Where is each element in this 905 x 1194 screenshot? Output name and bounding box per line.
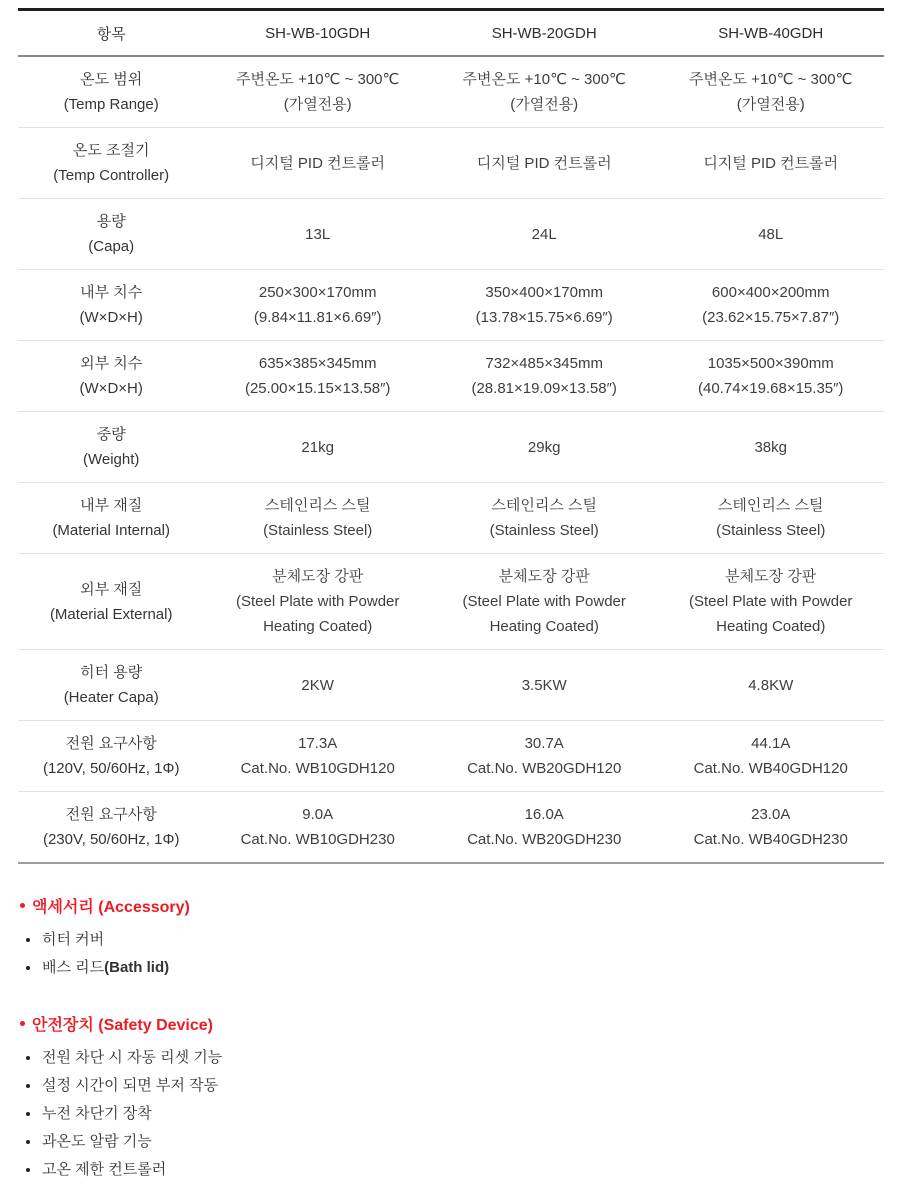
table-row (18, 650, 884, 721)
row-label-line: 외부 치수 (80, 355, 143, 372)
red-bullet-icon (20, 1021, 25, 1026)
spec-cell-line: 분체도장 강판 (498, 568, 590, 585)
table-row (18, 412, 884, 483)
black-bullet-icon (26, 1084, 30, 1088)
spec-cell (204, 554, 431, 650)
row-label (18, 56, 204, 128)
spec-cell-line: (40.74×19.68×15.35″) (698, 380, 844, 397)
section-title (18, 894, 886, 917)
header-row (18, 10, 884, 57)
row-label-line: (120V, 50/60Hz, 1Φ) (42, 760, 180, 777)
spec-cell-line: Cat.No. WB40GDH120 (693, 760, 848, 777)
list-item (18, 1156, 886, 1184)
spec-cell-line: Cat.No. WB40GDH230 (693, 831, 848, 848)
spec-cell-line: (13.78×15.75×6.69″) (475, 309, 613, 326)
spec-cell-line: 38kg (754, 438, 787, 456)
row-label-line: (230V, 50/60Hz, 1Φ) (42, 831, 180, 848)
row-label (18, 792, 204, 864)
column-header-model: SH-WB-40GDH (657, 10, 884, 57)
list-item (18, 1100, 886, 1128)
section-title-text: 안전장치 (Safety Device) (32, 1017, 213, 1034)
row-label-line: (Temp Controller) (53, 167, 170, 184)
black-bullet-icon (26, 1140, 30, 1144)
spec-cell (204, 341, 431, 412)
spec-cell (431, 270, 658, 341)
spec-cell-line: 디지털 PID 컨트롤러 (250, 154, 386, 172)
spec-cell-line: 스테인리스 스틸 (264, 497, 371, 514)
table-row (18, 554, 884, 650)
spec-cell-line: 30.7A (524, 735, 564, 752)
spec-cell-line: 24L (531, 225, 557, 243)
black-bullet-icon (26, 1056, 30, 1060)
info-section (18, 1012, 886, 1184)
section-title (18, 1012, 886, 1035)
spec-cell-line: 16.0A (524, 806, 564, 823)
row-label (18, 554, 204, 650)
spec-cell-line: 250×300×170mm (258, 284, 377, 301)
list-item-text: 고온 제한 컨트롤러 (42, 1161, 167, 1178)
spec-cell-line: 분체도장 강판 (272, 568, 364, 585)
spec-cell (431, 721, 658, 792)
spec-cell (204, 56, 431, 128)
spec-cell (204, 483, 431, 554)
spec-cell-line: (Stainless Steel) (489, 522, 599, 539)
spec-cell-line: 600×400×200mm (711, 284, 830, 301)
spec-cell (431, 650, 658, 721)
spec-cell-line: 스테인리스 스틸 (717, 497, 824, 514)
spec-cell (204, 650, 431, 721)
spec-cell (657, 650, 884, 721)
spec-cell-line: Cat.No. WB20GDH120 (467, 760, 622, 777)
spec-cell-line: 635×385×345mm (258, 355, 377, 372)
spec-cell-line: Heating Coated) (716, 618, 826, 635)
row-label-line: (Heater Capa) (63, 689, 159, 706)
row-label-line: (Temp Range) (63, 96, 159, 113)
spec-cell-line: (Steel Plate with Powder (462, 593, 626, 610)
list-item (18, 926, 886, 954)
row-label-line: (Weight) (83, 451, 140, 468)
row-label (18, 650, 204, 721)
spec-cell (657, 483, 884, 554)
row-label-line: (W×D×H) (79, 380, 143, 397)
row-label (18, 341, 204, 412)
spec-table (18, 8, 884, 864)
spec-cell-line: 48L (758, 225, 784, 243)
spec-cell (657, 792, 884, 864)
row-label (18, 270, 204, 341)
row-label-line: 중량 (96, 426, 126, 443)
spec-cell (204, 270, 431, 341)
list-item-text: 누전 차단기 장착 (42, 1105, 152, 1122)
spec-cell-line: 2KW (301, 676, 334, 694)
list-item-text: 과온도 알람 기능 (42, 1133, 152, 1150)
row-label-line: 전원 요구사항 (65, 735, 157, 752)
info-section (18, 894, 886, 982)
spec-cell-line: 21kg (301, 438, 334, 456)
list-item-text: 배스 리드 (42, 959, 105, 976)
spec-cell (431, 128, 658, 199)
info-sections (18, 894, 886, 1184)
row-label-line: (Material Internal) (52, 522, 170, 539)
spec-cell-line: 4.8KW (748, 676, 794, 694)
table-row (18, 483, 884, 554)
black-bullet-icon (26, 1168, 30, 1172)
spec-cell (657, 56, 884, 128)
spec-cell (657, 199, 884, 270)
list-item-text: 히터 커버 (42, 931, 105, 948)
spec-cell-line: (23.62×15.75×7.87″) (702, 309, 840, 326)
list-item-text: 설정 시간이 되면 부저 작동 (42, 1077, 219, 1094)
spec-cell-line: 732×485×345mm (485, 355, 603, 372)
spec-cell (657, 128, 884, 199)
spec-cell (431, 554, 658, 650)
row-label-line: 온도 범위 (80, 71, 143, 88)
spec-cell-line: (9.84×11.81×6.69″) (253, 309, 382, 326)
spec-cell (657, 721, 884, 792)
row-label-line: (Capa) (88, 238, 135, 255)
spec-cell-line: 44.1A (751, 735, 791, 752)
spec-cell (204, 412, 431, 483)
spec-cell-line: (25.00×15.15×13.58″) (244, 380, 391, 397)
row-label-line: 용량 (96, 213, 126, 230)
spec-cell-line: 스테인리스 스틸 (491, 497, 597, 514)
row-label (18, 483, 204, 554)
spec-cell (204, 792, 431, 864)
black-bullet-icon (26, 1112, 30, 1116)
table-row (18, 56, 884, 128)
list-item (18, 1072, 886, 1100)
spec-cell-line: 주변온도 +10℃ ~ 300℃ (689, 71, 853, 88)
spec-cell-line: 9.0A (302, 806, 334, 823)
spec-cell-line: Cat.No. WB10GDH120 (240, 760, 395, 777)
row-label (18, 721, 204, 792)
spec-cell (431, 341, 658, 412)
spec-cell-line: 주변온도 +10℃ ~ 300℃ (235, 71, 400, 88)
spec-cell-line: Cat.No. WB20GDH230 (467, 831, 622, 848)
spec-cell (204, 128, 431, 199)
list-item (18, 1128, 886, 1156)
row-label-line: (Material External) (49, 605, 173, 623)
spec-cell (431, 56, 658, 128)
column-header-model: SH-WB-20GDH (431, 10, 658, 57)
row-label-line: (W×D×H) (79, 309, 143, 326)
table-row (18, 792, 884, 864)
spec-cell-line: 디지털 PID 컨트롤러 (703, 154, 839, 172)
spec-cell-line: 3.5KW (521, 676, 567, 694)
spec-cell-line: 13L (305, 225, 331, 243)
row-label (18, 412, 204, 483)
table-header (18, 10, 884, 57)
table-body (18, 56, 884, 863)
spec-cell (657, 554, 884, 650)
row-label-line: 외부 재질 (80, 580, 143, 598)
red-bullet-icon (20, 903, 25, 908)
spec-cell-line: 1035×500×390mm (707, 355, 834, 372)
table-row (18, 341, 884, 412)
spec-cell-line: 350×400×170mm (485, 284, 603, 301)
spec-cell-line: (가열전용) (283, 96, 352, 113)
table-row (18, 721, 884, 792)
spec-cell (431, 483, 658, 554)
section-title-text: 액세서리 (Accessory) (32, 899, 190, 916)
spec-cell-line: (Stainless Steel) (716, 522, 826, 539)
row-label (18, 199, 204, 270)
row-label-line: 내부 치수 (80, 284, 143, 301)
spec-cell-line: (28.81×19.09×13.58″) (471, 380, 617, 397)
list-item-text: 전원 차단 시 자동 리셋 기능 (42, 1049, 223, 1066)
spec-cell-line: 주변온도 +10℃ ~ 300℃ (462, 71, 626, 88)
spec-cell-line: Heating Coated) (263, 618, 373, 635)
spec-cell-line: (가열전용) (510, 96, 579, 113)
spec-cell-line: 17.3A (298, 735, 338, 752)
list-item (18, 954, 886, 982)
spec-cell-line: 29kg (527, 438, 561, 456)
table-row (18, 128, 884, 199)
row-label-line: 내부 재질 (80, 497, 143, 514)
spec-cell (431, 792, 658, 864)
table-row (18, 270, 884, 341)
spec-cell-line: Heating Coated) (489, 618, 599, 635)
spec-cell-line: Cat.No. WB10GDH230 (240, 831, 395, 848)
column-header-model: SH-WB-10GDH (204, 10, 431, 57)
black-bullet-icon (26, 966, 30, 970)
row-label-line: 온도 조절기 (72, 142, 150, 159)
list-item-text-bold: (Bath lid) (104, 959, 170, 976)
spec-cell-line: 디지털 PID 컨트롤러 (476, 154, 612, 172)
table-row (18, 199, 884, 270)
spec-cell-line: 23.0A (751, 806, 791, 823)
spec-cell-line: 분체도장 강판 (725, 568, 817, 585)
spec-cell (657, 412, 884, 483)
spec-cell (204, 721, 431, 792)
black-bullet-icon (26, 938, 30, 942)
column-header-item: 항목 (18, 10, 204, 57)
spec-cell (431, 412, 658, 483)
spec-cell (431, 199, 658, 270)
spec-cell (657, 341, 884, 412)
row-label-line: 히터 용량 (80, 664, 143, 681)
row-label-line: 전원 요구사항 (65, 806, 157, 823)
spec-cell (657, 270, 884, 341)
spec-cell-line: (Steel Plate with Powder (689, 593, 853, 610)
spec-cell-line: (Steel Plate with Powder (235, 593, 400, 610)
spec-cell-line: (가열전용) (736, 96, 805, 113)
spec-cell-line: (Stainless Steel) (263, 522, 373, 539)
row-label (18, 128, 204, 199)
list-item (18, 1044, 886, 1072)
spec-cell (204, 199, 431, 270)
